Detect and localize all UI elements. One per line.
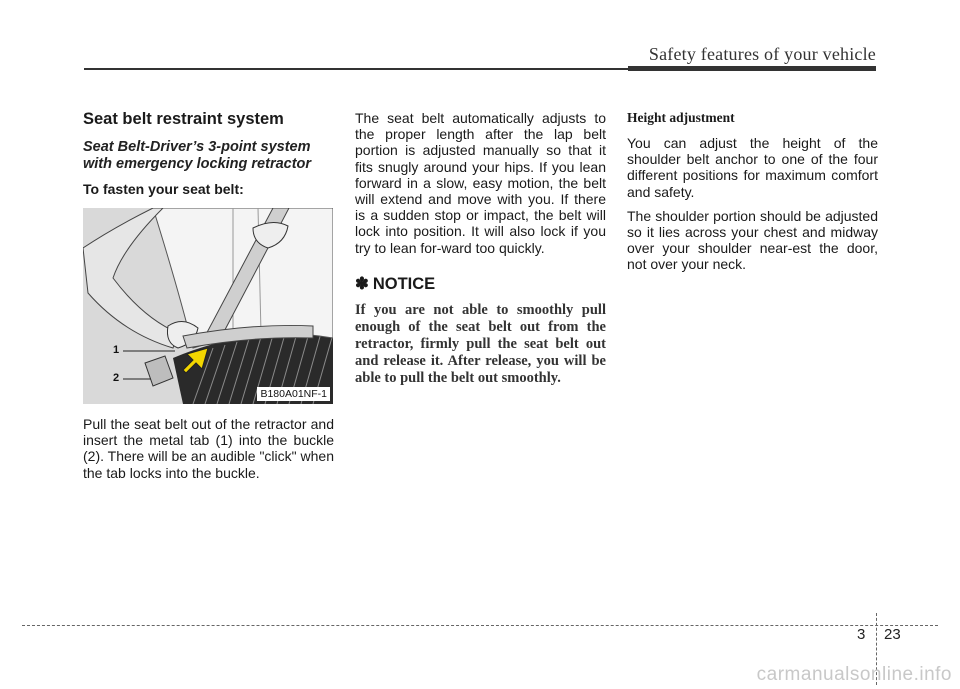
height-adjustment-title: Height adjustment	[627, 110, 735, 125]
header-rule-accent	[628, 66, 876, 71]
page-number: 23	[884, 626, 901, 643]
auto-adjust-paragraph: The seat belt automatically adjusts to the proper length after the lap belt portion is adjusted manually so that it fits snugly around your hips. If you lean forward in a slow, easy motion, the belt will extend and move with you. If there is a sudden stop or impact, the belt will lock into position. It will also lock if you try to lean for-ward too quickly.	[355, 110, 606, 256]
watermark: carmanualsonline.info	[756, 664, 952, 685]
column-1	[83, 110, 334, 489]
callout-1: 1	[113, 344, 120, 356]
column-2	[355, 110, 606, 387]
fasten-paragraph: Pull the seat belt out of the retractor and insert the metal tab (1) into the buckle (2). There will be an audible "click" when the tab locks into the buckle.	[83, 416, 334, 481]
seat-belt-figure	[83, 208, 333, 404]
page-header-title: Safety features of your vehicle	[648, 44, 876, 64]
section-number: 3	[857, 626, 866, 643]
notice-star-icon: ✽	[355, 274, 369, 293]
fasten-title: To fasten your seat belt:	[83, 181, 244, 197]
figure-caption: B180A01NF-1	[257, 387, 330, 401]
notice-body: If you are not able to smoothly pull enough of the seat belt out from the retractor, firmly pull the seat belt out and release it. After release, you will be able to pull the belt out smoothly.	[355, 301, 606, 386]
column-3	[627, 110, 878, 281]
section-heading: Seat belt restraint system	[83, 110, 284, 128]
seat-belt-illustration	[83, 208, 333, 404]
height-paragraph-1: You can adjust the height of the shoulder belt anchor to one of the four different positions for maximum comfort and safety.	[627, 135, 878, 200]
notice-label: NOTICE	[372, 274, 436, 293]
callout-2: 2	[113, 372, 120, 384]
subsection-heading: Seat Belt-Driver’s 3-point system with emergency locking retractor	[83, 139, 312, 172]
height-paragraph-2: The shoulder portion should be adjusted so it lies across your chest and midway over your shoulder near-est the door, not over your neck.	[627, 207, 878, 273]
footer-rule	[22, 625, 938, 626]
notice-title	[355, 274, 606, 294]
